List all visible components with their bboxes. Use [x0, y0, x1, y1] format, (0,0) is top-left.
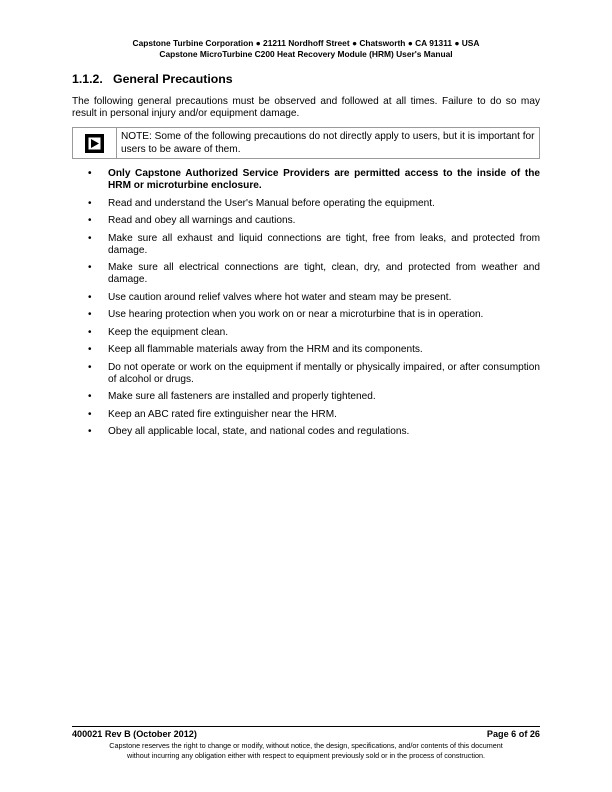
arrow-right-icon: [85, 134, 104, 153]
list-item: • Only Capstone Authorized Service Providers are permitted access to the inside of the HRM or microturbine enclosure.: [72, 168, 540, 192]
document-id: 400021 Rev B (October 2012): [72, 729, 197, 739]
section-title: General Precautions: [113, 72, 233, 86]
section-heading: [72, 72, 540, 86]
page-header: [72, 38, 540, 60]
intro-paragraph: The following general precautions must be observed and followed at all times. Failure to do so may result in personal injury and/or equipment damage.: [72, 96, 540, 119]
footer-divider: [72, 726, 540, 727]
list-item: • Read and understand the User's Manual before operating the equipment.: [72, 198, 540, 210]
header-manual-line: Capstone MicroTurbine C200 Heat Recovery Module (HRM) User's Manual: [159, 49, 453, 59]
disclaimer-line: Capstone reserves the right to change or modify, without notice, the design, specifications, and/or contents of this document: [109, 741, 503, 750]
page-footer: [72, 729, 540, 739]
footer-disclaimer: [72, 741, 540, 760]
list-item: • Obey all applicable local, state, and national codes and regulations.: [72, 426, 540, 438]
note-text: NOTE: Some of the following precautions do not directly apply to users, but it is important for users to be aware of them.: [121, 131, 535, 155]
list-item: • Make sure all exhaust and liquid connections are tight, free from leaks, and protected from damage.: [72, 233, 540, 257]
list-item: • Make sure all electrical connections are tight, clean, dry, and protected from weather and damage.: [72, 262, 540, 286]
list-item: • Keep all flammable materials away from the HRM and its components.: [72, 344, 540, 356]
page-number: Page 6 of 26: [486, 729, 540, 739]
disclaimer-line: without incurring any obligation either with respect to equipment previously sold or in the process of construction.: [127, 750, 485, 760]
list-item: • Make sure all fasteners are installed and properly tightened.: [72, 391, 540, 403]
list-item: • Keep the equipment clean.: [72, 327, 540, 339]
header-company-line: Capstone Turbine Corporation ● 21211 Nordhoff Street ● Chatsworth ● CA 91311 ● USA: [132, 38, 480, 48]
note-box: [72, 127, 540, 159]
list-item: • Use hearing protection when you work on or near a microturbine that is in operation.: [72, 309, 540, 321]
list-item: • Read and obey all warnings and cautions.: [72, 215, 540, 227]
list-item: • Use caution around relief valves where hot water and steam may be present.: [72, 292, 540, 304]
list-item: • Do not operate or work on the equipment if mentally or physically impaired, or after consumption of alcohol or drugs.: [72, 362, 540, 386]
list-item: • Keep an ABC rated fire extinguisher near the HRM.: [72, 409, 540, 421]
note-icon-cell: [73, 128, 117, 158]
precautions-list: [72, 168, 540, 444]
section-number: 1.1.2.: [72, 72, 103, 86]
